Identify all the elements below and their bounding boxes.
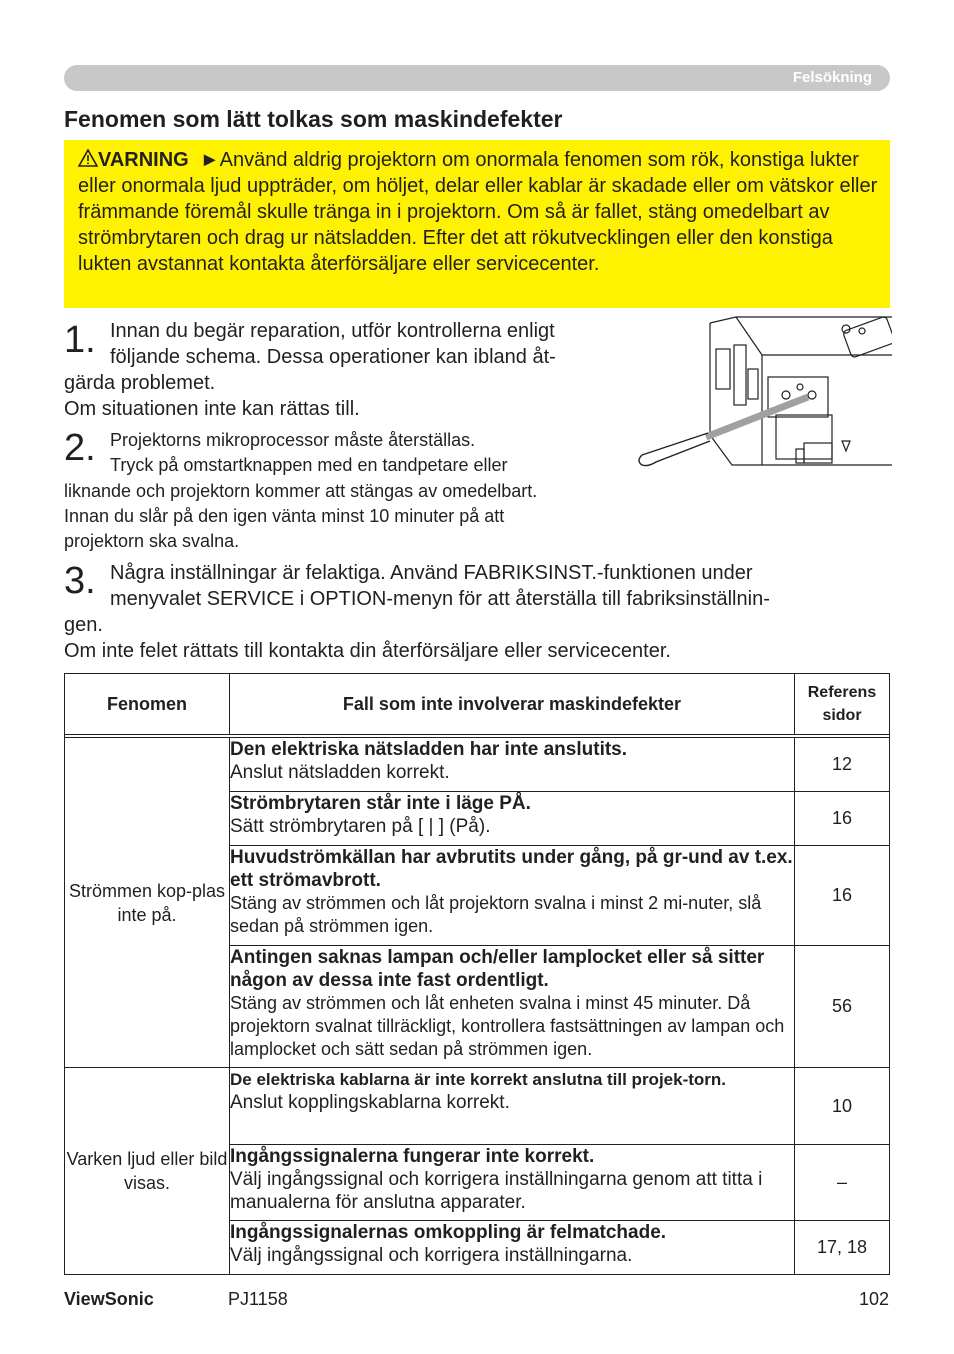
case-cell	[230, 738, 795, 792]
step-2-line-2: Tryck på omstartknappen med en tandpetare eller	[110, 455, 508, 475]
step-1-line-2: följande schema. Dessa operationer kan ibland åt-	[110, 346, 556, 368]
case-text: Anslut nätsladden korrekt.	[230, 762, 450, 783]
step-2-line-4: Innan du slår på den igen vänta minst 10 minuter på att	[64, 506, 505, 526]
case-text: Anslut kopplingskablarna korrekt.	[230, 1092, 510, 1113]
case-cell	[230, 1145, 795, 1221]
reference-cell: 16	[795, 846, 890, 946]
step-1-line-1: Innan du begär reparation, utför kontrollerna enligt	[110, 320, 555, 342]
reference-cell: 16	[795, 792, 890, 846]
phenomenon-cell: Varken ljud eller bild visas.	[65, 1068, 230, 1275]
warning-triangle-icon	[78, 149, 98, 167]
section-header-bar	[64, 65, 890, 91]
page-title: Fenomen som lätt tolkas som maskindefekter	[64, 106, 563, 132]
warning-box	[64, 140, 890, 308]
toothpick-illustration	[639, 433, 710, 466]
step-2-number: 2.	[64, 427, 96, 469]
reference-cell: –	[795, 1145, 890, 1221]
reference-cell: 10	[795, 1068, 890, 1145]
footer-model: PJ1158	[228, 1289, 288, 1309]
step-3-line-2: menyvalet SERVICE i OPTION-menyn för att återställa till fabriksinställnin-	[110, 588, 770, 610]
reference-cell: 17, 18	[795, 1221, 890, 1275]
step-3-line-4: Om inte felet rättats till kontakta din återförsäljare eller servicecenter.	[64, 640, 671, 662]
phenomenon-cell: Strömmen kop-plas inte på.	[65, 738, 230, 1068]
section-name: Felsökning	[792, 69, 872, 86]
footer-brand: ViewSonic	[64, 1289, 154, 1309]
troubleshooting-table	[64, 673, 890, 1275]
step-3-number: 3.	[64, 560, 96, 602]
step-1-line-4: Om situationen inte kan rättas till.	[64, 398, 360, 420]
case-title: Strömbrytaren står inte i läge PÅ.	[230, 793, 531, 814]
case-title: Ingångssignalernas omkoppling är felmatchade.	[230, 1222, 667, 1243]
warning-paragraph	[78, 147, 878, 277]
case-title: De elektriska kablarna är inte korrekt anslutna till projek-torn.	[230, 1070, 727, 1089]
page-number: 102	[858, 1289, 889, 1309]
step-2-line-3: liknande och projektorn kommer att stängas av omedelbart.	[64, 481, 538, 501]
case-title: Den elektriska nätsladden har inte anslutits.	[230, 739, 628, 760]
header-ref-line-2: sidor	[822, 707, 862, 724]
header-ref-line-1: Referens	[807, 684, 877, 701]
case-cell	[230, 1068, 795, 1145]
warning-label: VARNING	[98, 149, 189, 171]
header-reference	[795, 674, 890, 735]
step-3-line-3: gen.	[64, 614, 103, 636]
warning-text: Använd aldrig projektorn om onormala fenomen som rök, konstiga lukter eller onormala ljud uppträder, om höljet, delar eller kablar är skadade eller om vätskor eller främmande föremål skulle tränga in i projektorn. Om så är fallet, stäng omedelbart av strömbrytaren och drag ur nätsladden. Efter det att rökutvecklingen eller den konstiga lukten avstannat kontakta återförsäljare eller servicecenter.	[78, 149, 878, 275]
table-header-row	[65, 674, 890, 735]
case-title: Ingångssignalerna fungerar inte korrekt.	[230, 1146, 595, 1167]
warning-arrow: ►	[199, 149, 220, 171]
table-row	[65, 1068, 890, 1145]
case-text: Stäng av strömmen och låt projektorn svalna i minst 2 mi-nuter, slå sedan på strömmen igen.	[230, 893, 762, 936]
case-text: Sätt strömbrytaren på [ | ] (På).	[230, 816, 491, 837]
case-cell	[230, 846, 795, 946]
case-title: Huvudströmkällan har avbrutits under gång, på gr-und av t.ex. ett strömavbrott.	[230, 847, 793, 891]
projector-back-illustration	[636, 315, 892, 475]
reference-cell: 12	[795, 738, 890, 792]
case-cell	[230, 792, 795, 846]
case-title: Antingen saknas lampan och/eller lamplocket eller så sitter någon av dessa inte fast ordentligt.	[230, 947, 765, 991]
header-phenomenon: Fenomen	[65, 674, 230, 735]
header-cases: Fall som inte involverar maskindefekter	[230, 674, 795, 735]
case-text: Stäng av strömmen och låt enheten svalna i minst 45 minuter. Då projektorn svalnat tillräckligt, kontrollera fastsättningen av lampan och lamplocket och sätt sedan på strömmen igen.	[230, 993, 785, 1059]
step-1-line-3: gärda problemet.	[64, 372, 216, 394]
case-text: Välj ingångssignal och korrigera inställningarna genom att titta i manualerna för anslutna apparater.	[230, 1169, 763, 1213]
step-1-number: 1.	[64, 319, 96, 361]
case-cell	[230, 946, 795, 1068]
table-row	[65, 738, 890, 792]
case-text: Välj ingångssignal och korrigera inställningarna.	[230, 1245, 633, 1266]
step-3-line-1: Några inställningar är felaktiga. Använd FABRIKSINST.-funktionen under	[110, 562, 753, 584]
step-2-line-1: Projektorns mikroprocessor måste återställas.	[110, 430, 476, 450]
case-cell	[230, 1221, 795, 1275]
step-2-line-5: projektorn ska svalna.	[64, 531, 240, 551]
reference-cell: 56	[795, 946, 890, 1068]
